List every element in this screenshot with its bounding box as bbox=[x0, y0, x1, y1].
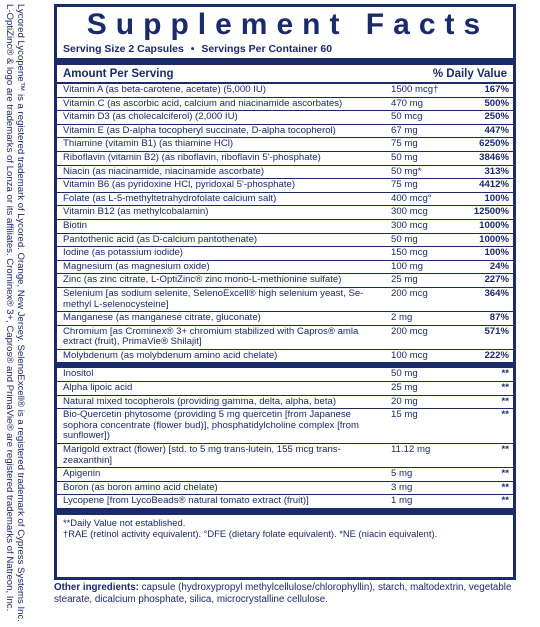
nutrient-daily-value: 1000% bbox=[479, 233, 509, 245]
nutrient-name: Natural mixed tocopherols (providing gamma, delta, alpha, beta) bbox=[63, 395, 337, 407]
nutrient-name: Vitamin A (as beta-carotene, acetate) (5,000 IU) bbox=[63, 84, 266, 95]
nutrient-daily-value: 24% bbox=[489, 260, 509, 272]
vitamins-minerals-group bbox=[57, 84, 513, 363]
nutrient-daily-value: 571% bbox=[484, 325, 509, 337]
nutrient-name: Iodine (as potassium iodide) bbox=[63, 247, 183, 259]
nutrient-daily-value: ** bbox=[501, 368, 509, 380]
trademark-text: Lycored Lycopene™ is a registered trademark of Lycored. Orange, New Jersey. SelenoExcell® is a registered trademark of Cypress Systems Inc. L-OptiZinc® & logo are trademarks of Lonza or its affiliates. Crominex® 3+, Capros® and PrimaVie® are registered trademarks of Natreon, Inc. bbox=[3, 4, 26, 622]
serving-size: Serving Size 2 Capsules bbox=[63, 43, 184, 55]
nutrient-amount: 50 mg bbox=[391, 368, 418, 380]
nutrient-daily-value: 364% bbox=[484, 287, 509, 299]
nutrient-amount: 300 mcg bbox=[391, 219, 428, 231]
nutrient-row bbox=[57, 288, 513, 312]
nutrient-row bbox=[57, 468, 513, 482]
nutrient-daily-value: 447% bbox=[484, 124, 509, 136]
panel-title: Supplement Facts bbox=[86, 8, 490, 41]
nutrient-amount: 2 mg bbox=[391, 312, 413, 324]
nutrient-row bbox=[57, 409, 513, 444]
nutrient-daily-value: 250% bbox=[484, 111, 509, 123]
nutrient-amount: 300 mcg bbox=[391, 206, 428, 218]
nutrient-amount: 25 mg bbox=[391, 274, 418, 286]
nutrient-name: Niacin (as niacinamide, niacinamide ascorbate) bbox=[63, 165, 265, 177]
nutrient-daily-value: 167% bbox=[484, 84, 509, 95]
nutrient-amount: 50 mcg bbox=[391, 111, 423, 123]
nutrient-amount: 400 mcg° bbox=[391, 192, 432, 204]
nutrient-row bbox=[57, 312, 513, 326]
nutrient-daily-value: ** bbox=[501, 395, 509, 407]
nutrient-amount: 11.12 mg bbox=[391, 444, 431, 456]
nutrient-daily-value: 100% bbox=[484, 192, 509, 204]
nutrient-amount: 50 mg* bbox=[391, 165, 422, 177]
nutrient-row bbox=[57, 444, 513, 468]
nutrient-row bbox=[57, 274, 513, 288]
nutrient-daily-value: ** bbox=[501, 495, 509, 507]
nutrient-amount: 200 mcg bbox=[391, 287, 428, 299]
nutrient-daily-value: ** bbox=[501, 481, 509, 493]
nutrient-daily-value: ** bbox=[501, 468, 509, 480]
nutrient-daily-value: 222% bbox=[484, 349, 509, 361]
nutrient-name: Vitamin C (as ascorbic acid, calcium and niacinamide ascorbates) bbox=[63, 97, 343, 109]
thick-rule bbox=[57, 58, 513, 65]
nutrient-daily-value: ** bbox=[501, 409, 509, 421]
nutrient-name: Thiamine (vitamin B1) (as thiamine HCl) bbox=[63, 138, 234, 150]
nutrient-name: Vitamin B6 (as pyridoxine HCl, pyridoxal 5'-phosphate) bbox=[63, 179, 296, 191]
nutrient-row bbox=[57, 84, 513, 98]
nutrient-name: Inositol bbox=[63, 368, 94, 380]
nutrient-name: Chromium [as Crominex® 3+ chromium stabilized with Capros® amla extract (fruit), PrimaVie® Shilajit] bbox=[63, 325, 359, 348]
nutrient-name: Selenium [as sodium selenite, SelenoExcell® high selenium yeast, Se-methyl L-selenocysteine] bbox=[63, 287, 364, 310]
nutrient-amount: 15 mg bbox=[391, 409, 418, 421]
footnote-dv: **Daily Value not established. bbox=[63, 517, 186, 528]
nutrient-daily-value: ** bbox=[501, 382, 509, 394]
nutrient-name: Biotin bbox=[63, 219, 87, 231]
supplement-facts-panel bbox=[54, 4, 516, 580]
daily-value-label: % Daily Value bbox=[432, 68, 507, 80]
nutrient-daily-value: 500% bbox=[484, 97, 509, 109]
nutrient-row bbox=[57, 193, 513, 207]
nutrient-name: Bio-Quercetin phytosome (providing 5 mg quercetin [from Japanese sophora concentrate (flower bud)], phosphatidylcholine complex [from sunflower]) bbox=[63, 409, 359, 442]
nutrient-name: Vitamin D3 (as cholecalciferol) (2,000 IU) bbox=[63, 111, 238, 123]
side-trademark-notice bbox=[0, 0, 26, 627]
nutrient-row bbox=[57, 326, 513, 350]
nutrient-name: Alpha lipoic acid bbox=[63, 382, 133, 394]
nutrient-amount: 100 mg bbox=[391, 260, 423, 272]
nutrient-amount: 20 mg bbox=[391, 395, 418, 407]
nutrient-name: Apigenin bbox=[63, 468, 101, 480]
nutrient-name: Magnesium (as magnesium oxide) bbox=[63, 260, 210, 272]
nutrient-row bbox=[57, 495, 513, 509]
nutrient-name: Marigold extract (flower) [std. to 5 mg trans-lutein, 155 mcg trans-zeaxanthin] bbox=[63, 444, 341, 466]
nutrient-name: Manganese (as manganese citrate, gluconate) bbox=[63, 312, 261, 324]
nutrient-name: Vitamin E (as D-alpha tocopheryl succinate, D-alpha tocopherol) bbox=[63, 124, 336, 136]
nutrient-row bbox=[57, 247, 513, 261]
nutrient-row bbox=[57, 138, 513, 152]
nutrient-daily-value: 6250% bbox=[479, 138, 509, 150]
footnotes bbox=[57, 515, 513, 541]
nutrient-amount: 200 mcg bbox=[391, 325, 428, 337]
nutrient-name: Pantothenic acid (as D-calcium pantothenate) bbox=[63, 233, 258, 245]
serving-info bbox=[57, 43, 513, 56]
amount-per-serving-label: Amount Per Serving bbox=[63, 68, 174, 80]
other-ingredients bbox=[54, 582, 516, 605]
nutrient-name: Molybdenum (as molybdenum amino acid chelate) bbox=[63, 349, 278, 361]
nutrient-name: Riboflavin (vitamin B2) (as riboflavin, riboflavin 5'-phosphate) bbox=[63, 151, 321, 163]
nutrient-amount: 75 mg bbox=[391, 138, 418, 150]
nutrient-amount: 100 mcg bbox=[391, 349, 428, 361]
nutrient-name: Boron (as boron amino acid chelate) bbox=[63, 481, 218, 493]
nutrient-amount: 1500 mcg† bbox=[391, 84, 439, 95]
nutrient-daily-value: ** bbox=[501, 444, 509, 456]
nutrient-name: Folate (as L-5-methyltetrahydrofolate calcium salt) bbox=[63, 192, 277, 204]
nutrient-amount: 150 mcg bbox=[391, 247, 428, 259]
nutrient-row bbox=[57, 396, 513, 410]
nutrient-daily-value: 227% bbox=[484, 274, 509, 286]
column-header bbox=[57, 65, 513, 81]
nutrient-row bbox=[57, 179, 513, 193]
nutrient-daily-value: 100% bbox=[484, 247, 509, 259]
nutrient-row bbox=[57, 220, 513, 234]
nutrient-amount: 50 mg bbox=[391, 233, 418, 245]
nutrient-daily-value: 313% bbox=[484, 165, 509, 177]
nutrient-daily-value: 1000% bbox=[479, 219, 509, 231]
other-actives-group bbox=[57, 368, 513, 509]
nutrient-row bbox=[57, 382, 513, 396]
nutrient-row bbox=[57, 125, 513, 139]
nutrient-amount: 75 mg bbox=[391, 179, 418, 191]
nutrient-name: Vitamin B12 (as methylcobalamin) bbox=[63, 206, 209, 218]
nutrient-daily-value: 4412% bbox=[479, 179, 509, 191]
nutrient-row bbox=[57, 234, 513, 248]
serving-separator: • bbox=[190, 43, 195, 55]
nutrient-row bbox=[57, 482, 513, 496]
nutrient-daily-value: 12500% bbox=[473, 206, 509, 218]
nutrient-amount: 1 mg bbox=[391, 495, 413, 507]
nutrient-row bbox=[57, 261, 513, 275]
nutrient-amount: 3 mg bbox=[391, 481, 413, 493]
other-ingredients-label: Other ingredients: bbox=[54, 582, 139, 593]
nutrient-daily-value: 87% bbox=[489, 312, 509, 324]
nutrient-name: Lycopene [from LycoBeads® natural tomato extract (fruit)] bbox=[63, 495, 309, 507]
nutrient-row bbox=[57, 166, 513, 180]
nutrient-amount: 5 mg bbox=[391, 468, 413, 480]
nutrient-row bbox=[57, 368, 513, 382]
nutrient-name: Zinc (as zinc citrate, L-OptiZinc® zinc mono-L-methionine sulfate) bbox=[63, 274, 342, 286]
servings-per-container: Servings Per Container 60 bbox=[201, 43, 333, 55]
nutrient-row bbox=[57, 206, 513, 220]
nutrient-row bbox=[57, 152, 513, 166]
nutrient-amount: 67 mg bbox=[391, 124, 418, 136]
nutrient-row bbox=[57, 350, 513, 364]
nutrient-amount: 470 mg bbox=[391, 97, 423, 109]
nutrient-row bbox=[57, 111, 513, 125]
nutrient-amount: 50 mg bbox=[391, 151, 418, 163]
nutrient-daily-value: 3846% bbox=[479, 151, 509, 163]
footnote-equivalents: †RAE (retinol activity equivalent). °DFE (dietary folate equivalent). *NE (niacin equivalent). bbox=[63, 528, 438, 539]
nutrient-amount: 25 mg bbox=[391, 382, 418, 394]
nutrient-row bbox=[57, 98, 513, 112]
other-ingredients-text: capsule (hydroxypropyl methylcellulose/chlorophyllin), starch, maltodextrin, vegetable stearate, dicalcium phosphate, silica, microcrystalline cellulose. bbox=[54, 582, 512, 605]
